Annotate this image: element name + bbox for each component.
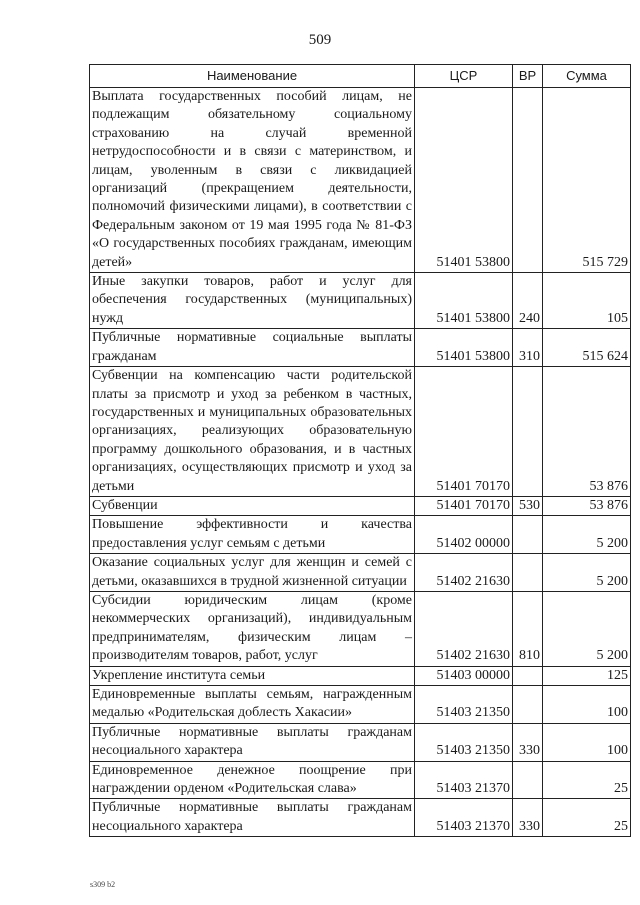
cell-sum: 515 624: [543, 329, 631, 367]
page-number: 509: [308, 32, 332, 48]
cell-vr: [513, 516, 543, 554]
header-name: Наименование: [90, 65, 415, 88]
cell-sum: 100: [543, 686, 631, 724]
cell-csr: 51403 21370: [415, 799, 513, 837]
cell-vr: [513, 554, 543, 592]
cell-vr: [513, 367, 543, 497]
cell-vr: [513, 666, 543, 685]
cell-sum: 5 200: [543, 516, 631, 554]
cell-sum: 25: [543, 761, 631, 799]
table-row: [90, 516, 631, 554]
cell-csr: 51403 21370: [415, 761, 513, 799]
cell-name: Выплата государственных пособий лицам, не подлежащим обязательному социальному страхованию на случай временной нетрудоспособности и в связи с материнством, и лицам, уволенным в связи с ликвидацией организаций (прекращением деятельности, полномочий физическими лицами), в соответствии с Федеральным законом от 19 мая 1995 года № 81-ФЗ «О государственных пособиях гражданам, имеющим детей»: [90, 88, 415, 273]
cell-csr: 51403 21350: [415, 686, 513, 724]
cell-vr: 310: [513, 329, 543, 367]
cell-csr: 51401 70170: [415, 367, 513, 497]
table-row: [90, 88, 631, 273]
cell-sum: 53 876: [543, 367, 631, 497]
table-header-row: [90, 65, 631, 88]
cell-name: Оказание социальных услуг для женщин и семей с детьми, оказавшихся в трудной жизненной ситуации: [90, 554, 415, 592]
cell-sum: 25: [543, 799, 631, 837]
table-row: [90, 273, 631, 329]
table-row: [90, 554, 631, 592]
cell-csr: 51401 53800: [415, 273, 513, 329]
cell-csr: 51402 00000: [415, 516, 513, 554]
cell-csr: 51402 21630: [415, 554, 513, 592]
budget-table: [89, 64, 631, 837]
cell-name: Субсидии юридическим лицам (кроме некоммерческих организаций), индивидуальным предпринимателям, физическим лицам – производителям товаров, работ, услуг: [90, 591, 415, 666]
cell-vr: [513, 686, 543, 724]
cell-csr: 51401 70170: [415, 496, 513, 515]
cell-sum: 105: [543, 273, 631, 329]
header-vr: ВР: [513, 65, 543, 88]
header-sum: Сумма: [543, 65, 631, 88]
cell-sum: 125: [543, 666, 631, 685]
cell-name: Единовременные выплаты семьям, награжденным медалью «Родительская доблесть Хакасии»: [90, 686, 415, 724]
cell-sum: 100: [543, 723, 631, 761]
table-row: [90, 799, 631, 837]
cell-name: Публичные нормативные выплаты гражданам несоциального характера: [90, 799, 415, 837]
cell-csr: 51403 00000: [415, 666, 513, 685]
table-row: [90, 666, 631, 685]
cell-vr: 530: [513, 496, 543, 515]
cell-csr: 51401 53800: [415, 329, 513, 367]
cell-vr: 330: [513, 799, 543, 837]
cell-csr: 51403 21350: [415, 723, 513, 761]
cell-csr: 51402 21630: [415, 591, 513, 666]
table-row: [90, 329, 631, 367]
cell-name: Повышение эффективности и качества предоставления услуг семьям с детьми: [90, 516, 415, 554]
header-csr: ЦСР: [415, 65, 513, 88]
cell-sum: 5 200: [543, 554, 631, 592]
cell-vr: 240: [513, 273, 543, 329]
cell-vr: 330: [513, 723, 543, 761]
cell-name: Укрепление института семьи: [90, 666, 415, 685]
cell-name: Единовременное денежное поощрение при награждении орденом «Родительская слава»: [90, 761, 415, 799]
cell-sum: 53 876: [543, 496, 631, 515]
cell-vr: 810: [513, 591, 543, 666]
cell-vr: [513, 761, 543, 799]
table-row: [90, 686, 631, 724]
cell-sum: 515 729: [543, 88, 631, 273]
table-row: [90, 591, 631, 666]
table-row: [90, 723, 631, 761]
cell-name: Публичные нормативные социальные выплаты гражданам: [90, 329, 415, 367]
table-row: [90, 496, 631, 515]
cell-name: Субвенции: [90, 496, 415, 515]
footer-code: s309 b2: [90, 880, 116, 889]
cell-name: Субвенции на компенсацию части родительской платы за присмотр и уход за ребенком в частных, государственных и муниципальных образовательных организациях, реализующих образовательную программу дошкольного образования, и в частных организациях, осуществляющих присмотр и уход за детьми: [90, 367, 415, 497]
table-row: [90, 761, 631, 799]
table-row: [90, 367, 631, 497]
cell-csr: 51401 53800: [415, 88, 513, 273]
cell-sum: 5 200: [543, 591, 631, 666]
cell-vr: [513, 88, 543, 273]
cell-name: Публичные нормативные выплаты гражданам несоциального характера: [90, 723, 415, 761]
cell-name: Иные закупки товаров, работ и услуг для обеспечения государственных (муниципальных) нужд: [90, 273, 415, 329]
